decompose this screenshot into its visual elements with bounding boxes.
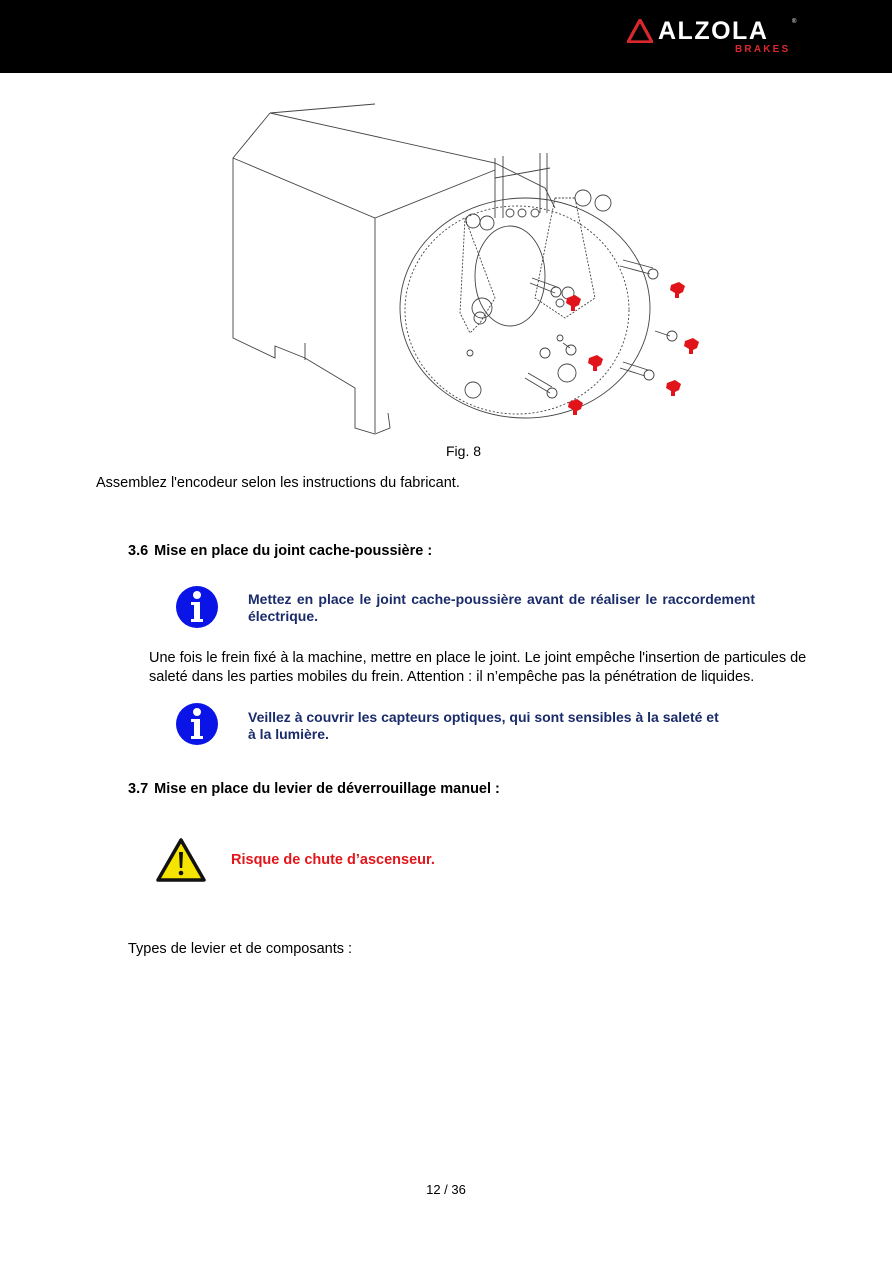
warning-text: Risque de chute d’ascenseur. bbox=[231, 852, 435, 868]
figure-8-drawing bbox=[225, 98, 720, 440]
section-number: 3.6 bbox=[128, 543, 149, 559]
section-title: Mise en place du joint cache-poussière : bbox=[154, 543, 433, 559]
encoder-instruction: Assemblez l'encodeur selon les instructions du fabricant. bbox=[96, 475, 460, 491]
info-note-line-2: à la lumière. bbox=[248, 726, 329, 742]
info-icon bbox=[175, 702, 219, 746]
page-number: 12 / 36 bbox=[426, 1182, 466, 1197]
section-3-6-heading bbox=[128, 543, 432, 559]
brand-sub: BRAKES bbox=[735, 44, 791, 55]
info-note-line-1: Veillez à couvrir les capteurs optiques, qui sont sensibles à la saleté et bbox=[248, 709, 719, 725]
info-note-optical-sensors bbox=[248, 709, 778, 743]
lever-types-text: Types de levier et de composants : bbox=[128, 941, 353, 957]
section-3-7-heading bbox=[128, 781, 500, 797]
dust-seal-paragraph: Une fois le frein fixé à la machine, mettre en place le joint. Le joint empêche l'insertion de particules de saleté dans les parties mobiles du frein. Attention : il n’empêche pas la pénétration de liquides. bbox=[149, 650, 807, 685]
logo-triangle-icon bbox=[627, 19, 653, 43]
section-number: 3.7 bbox=[128, 781, 149, 797]
figure-caption: Fig. 8 bbox=[446, 443, 482, 459]
registered-mark: ® bbox=[792, 19, 797, 25]
page-header bbox=[0, 0, 892, 73]
brand-name: ALZOLA bbox=[658, 17, 769, 45]
info-icon bbox=[175, 585, 219, 629]
warning-icon bbox=[156, 837, 206, 883]
info-note-dust-seal: Mettez en place le joint cache-poussière avant de réaliser le raccordement électrique. bbox=[248, 591, 755, 624]
alzola-logo bbox=[627, 17, 802, 59]
section-title: Mise en place du levier de déverrouillage manuel : bbox=[154, 781, 500, 797]
